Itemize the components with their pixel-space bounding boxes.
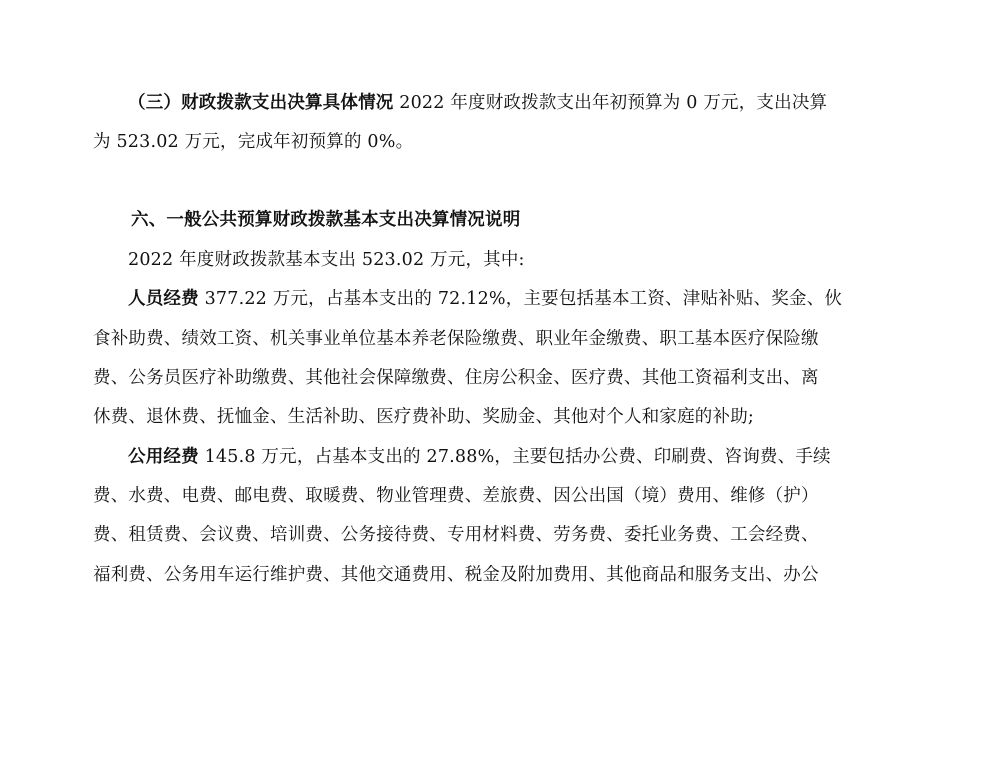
section6-intro-text: 2022 年度财政拨款基本支出 523.02 万元，其中: <box>128 250 525 270</box>
personnel-line-4 <box>93 409 1000 427</box>
section6-heading-text: 六、一般公共预算财政拨款基本支出决算情况说明 <box>131 210 521 230</box>
public-line-2 <box>93 488 1000 506</box>
section3-line-2 <box>93 134 1000 152</box>
public-line-2-text: 费、水费、电费、邮电费、取暖费、物业管理费、差旅费、因公出国（境）费用、维修（护） <box>93 486 819 506</box>
public-line-4-text: 福利费、公务用车运行维护费、其他交通费用、税金及附加费用、其他商品和服务支出、办公 <box>93 565 819 585</box>
personnel-line-1 <box>128 291 1000 309</box>
public-line-1-text: 145.8 万元，占基本支出的 27.88%，主要包括办公费、印刷费、咨询费、手续 <box>198 447 831 467</box>
personnel-label: 人员经费 <box>128 289 199 309</box>
public-line-3-text: 费、租赁费、会议费、培训费、公务接待费、专用材料费、劳务费、委托业务费、工会经费、 <box>93 525 819 545</box>
personnel-line-3 <box>93 370 1000 388</box>
section3-line-1-text: 2022 年度财政拨款支出年初预算为 0 万元，支出决算 <box>393 93 828 113</box>
personnel-line-3-text: 费、公务员医疗补助缴费、其他社会保障缴费、住房公积金、医疗费、其他工资福利支出、离 <box>93 368 819 388</box>
public-line-3 <box>93 527 1000 545</box>
section6-intro <box>128 252 1000 270</box>
section3-line-2-text: 为 523.02 万元，完成年初预算的 0%。 <box>93 132 414 152</box>
personnel-line-2-text: 食补助费、绩效工资、机关事业单位基本养老保险缴费、职业年金缴费、职工基本医疗保险缴 <box>93 329 819 349</box>
public-line-4 <box>93 567 1000 585</box>
section6-heading <box>131 212 1000 230</box>
personnel-line-4-text: 休费、退休费、抚恤金、生活补助、医疗费补助、奖励金、其他对个人和家庭的补助; <box>93 407 754 427</box>
section3-heading: （三）财政拨款支出决算具体情况 <box>128 93 394 113</box>
public-label: 公用经费 <box>128 447 199 467</box>
personnel-line-1-text: 377.22 万元，占基本支出的 72.12%，主要包括基本工资、津贴补贴、奖金、伙 <box>198 289 843 309</box>
section3-line-1 <box>128 95 1000 113</box>
personnel-line-2 <box>93 331 1000 349</box>
public-line-1 <box>128 449 1000 467</box>
